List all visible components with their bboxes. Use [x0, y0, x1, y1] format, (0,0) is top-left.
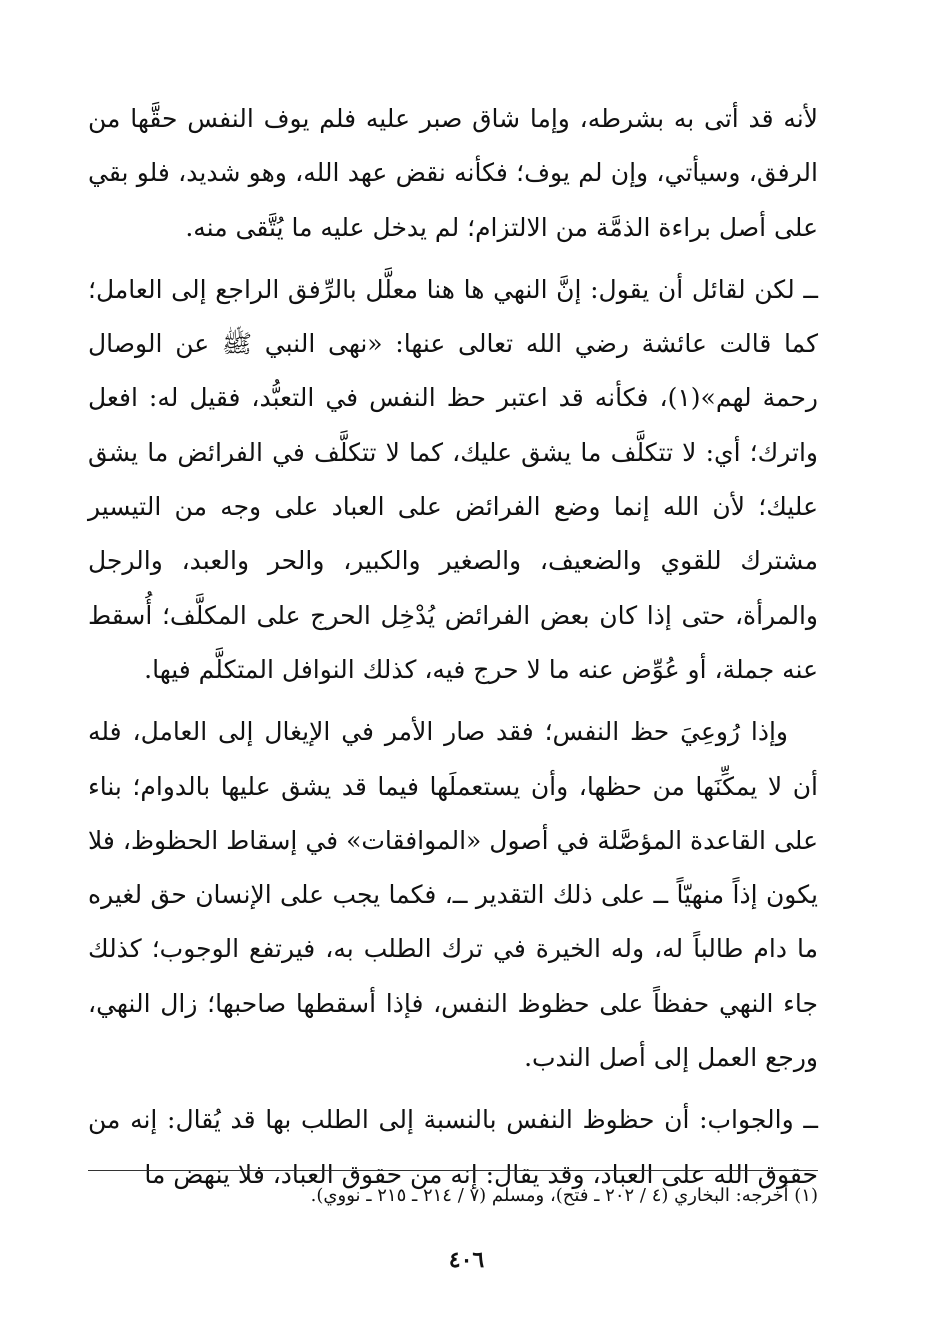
- paragraph-3: وإذا رُوعِيَ حظ النفس؛ فقد صار الأمر في الإيغال إلى العامل، فله أن لا يمكِّنَها من حظها، وأن يستعملَها فيما قد يشق عليها بالدوام؛ بناء على القاعدة المؤصَّلة في أصول «الموافقات» في إسقاط الحظوظ، فلا يكون إذاً منهيّاً ــ على ذلك التقدير ــ، فكما يجب على الإنسان حق لغيره ما دام طالباً له، وله الخيرة في ترك الطلب به، فيرتفع الوجوب؛ كذلك جاء النهي حفظاً على حظوظ النفس، فإذا أسقطها صاحبها؛ زال النهي، ورجع العمل إلى أصل الندب.: [88, 717, 818, 1073]
- paragraph-1: لأنه قد أتى به بشرطه، وإما شاق صبر عليه فلم يوف النفس حقَّها من الرفق، وسيأتي، وإن لم يوف؛ فكأنه نقض عهد الله، وهو شديد، فلو بقي على أصل براءة الذمَّة من الالتزام؛ لم يدخل عليه ما يُتَّقى منه.: [88, 104, 818, 242]
- footnote-separator: [88, 1170, 818, 1171]
- paragraph-4: ــ والجواب: أن حظوظ النفس بالنسبة إلى الطلب بها قد يُقال: إنه من حقوق الله على العباد، وقد يقال: إنه من حقوق العباد، فلا ينهض ما: [88, 1105, 818, 1189]
- main-text: [88, 92, 818, 1210]
- page-number: ٤٠٦: [448, 1247, 485, 1273]
- paragraph-2: ــ لكن لقائل أن يقول: إنَّ النهي ها هنا معلَّل بالرِّفق الراجع إلى العامل؛ كما قالت عائشة رضي الله تعالى عنها: «نهى النبي ﷺ عن الوصال رحمة لهم»(١)، فكأنه قد اعتبر حظ النفس في التعبُّد، فقيل له: افعل واترك؛ أي: لا تتكلَّف ما يشق عليك، كما لا تتكلَّف في الفرائض ما يشق عليك؛ لأن الله إنما وضع الفرائض على العباد على وجه من التيسير مشترك للقوي والضعيف، والصغير والكبير، والحر والعبد، والرجل والمرأة، حتى إذا كان بعض الفرائض يُدْخِل الحرج على المكلَّف؛ أُسقط عنه جملة، أو عُوِّض عنه ما لا حرج فيه، كذلك النوافل المتكلَّم فيها.: [88, 274, 818, 684]
- footnote: (١) أخرجه: البخاري (٤ / ٢٠٢ ـ فتح)، ومسلم (٧ / ٢١٤ ـ ٢١٥ ـ نووي).: [310, 1185, 818, 1206]
